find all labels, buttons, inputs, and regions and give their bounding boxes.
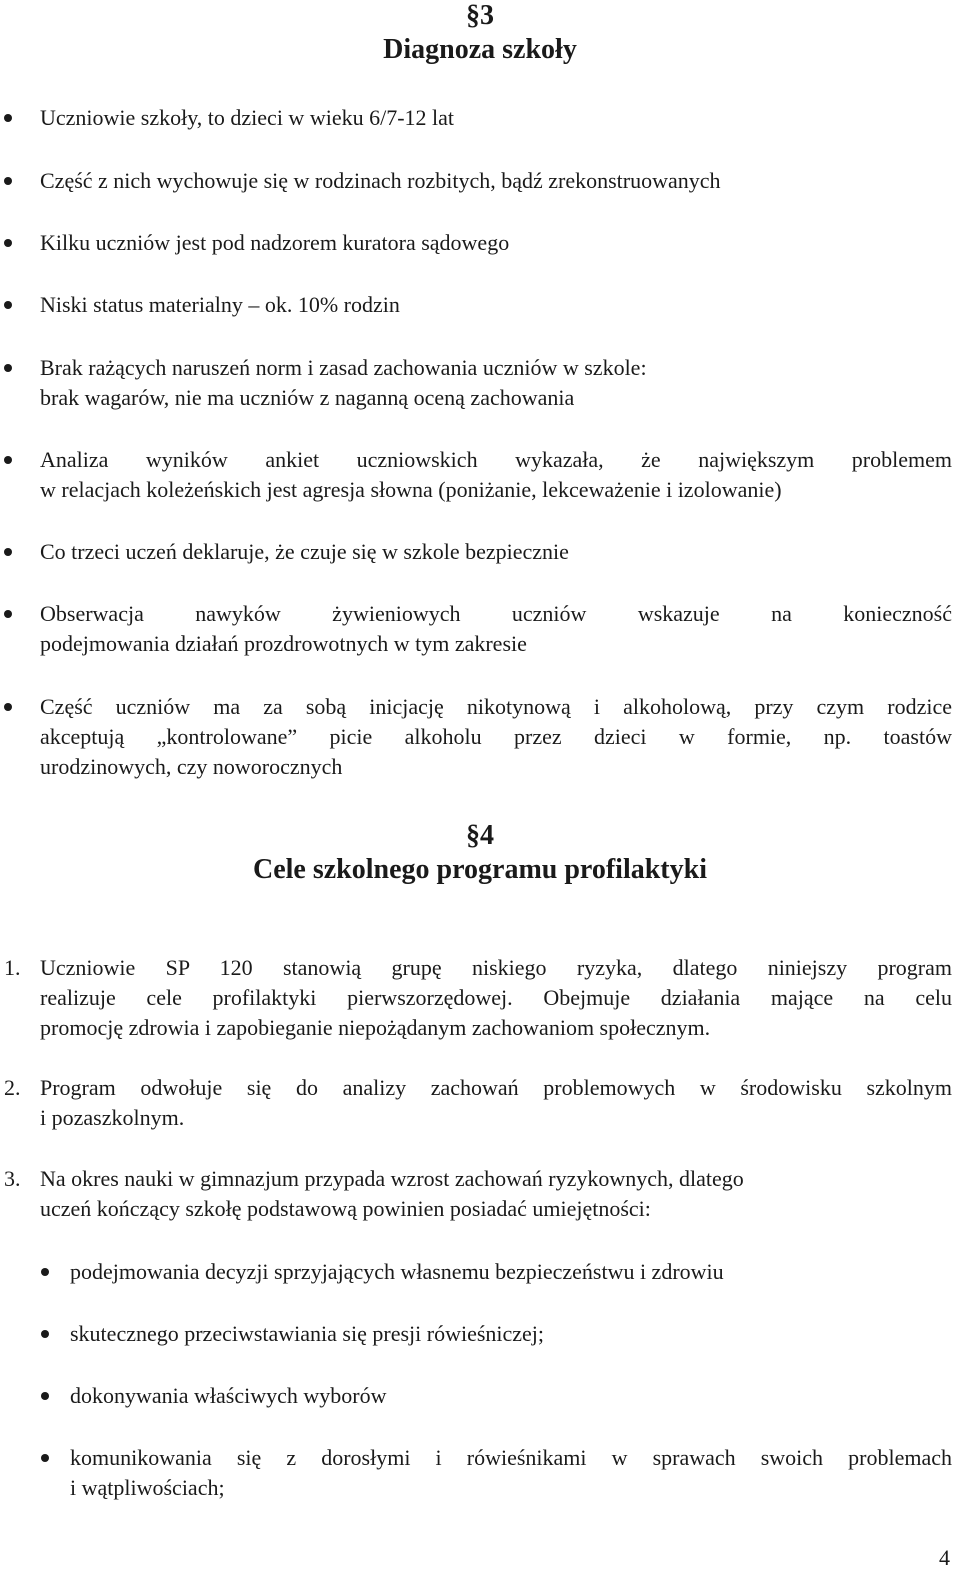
list-item: Niski status materialny – ok. 10% rodzin [40, 292, 400, 317]
bullet-icon [4, 114, 12, 122]
list-item: Brak rażących naruszeń norm i zasad zachowania uczniów w szkole: brak wagarów, nie ma uczniów z naganną oceną zachowania [40, 355, 647, 410]
item-number: 3. [4, 1166, 21, 1191]
bullet-icon [4, 301, 12, 309]
numbered-item: Uczniowie SP 120 stanowią grupę niskiego ryzyka, dlatego niniejszy program realizuje cele profilaktyki pierwszorzędowej. Obejmuje działania mające na celu promocję zdrowia i zapobieganie niepożądanym zachowaniom społecznym. [40, 955, 952, 1040]
page-number: 4 [939, 1545, 950, 1570]
list-item: dokonywania właściwych wyborów [70, 1383, 387, 1408]
bullet-icon [4, 177, 12, 185]
list-item: Co trzeci uczeń deklaruje, że czuje się w szkole bezpiecznie [40, 539, 569, 564]
section-title: Cele szkolnego programu profilaktyki [253, 854, 707, 885]
numbered-item: Program odwołuje się do analizy zachowań problemowych w środowisku szkolnym i pozaszkolnym. [40, 1075, 952, 1130]
item-number: 1. [4, 955, 21, 980]
bullet-icon [41, 1330, 49, 1338]
section-number: §4 [466, 820, 494, 851]
bullet-icon [4, 456, 12, 464]
bullet-icon [4, 703, 12, 711]
bullet-icon [4, 610, 12, 618]
list-item: Obserwacja nawyków żywieniowych uczniów wskazuje na konieczność podejmowania działań prozdrowotnych w tym zakresie [40, 601, 952, 656]
numbered-item: Na okres nauki w gimnazjum przypada wzrost zachowań ryzykownych, dlatego uczeń kończący szkołę podstawową powinien posiadać umiejętności: [40, 1166, 744, 1221]
list-item: Uczniowie szkoły, to dzieci w wieku 6/7-12 lat [40, 105, 455, 130]
list-item: Część z nich wychowuje się w rodzinach rozbitych, bądź zrekonstruowanych [40, 168, 721, 193]
list-item: Część uczniów ma za sobą inicjację nikotynową i alkoholową, przy czym rodzice akceptują „kontrolowane” picie alkoholu przez dzieci w formie, np. toastów urodzinowych, czy noworocznych [40, 694, 952, 779]
bullet-icon [4, 364, 12, 372]
item-number: 2. [4, 1075, 21, 1100]
section-number: §3 [466, 0, 494, 31]
bullet-icon [4, 239, 12, 247]
list-item: Analiza wyników ankiet uczniowskich wykazała, że największym problemem w relacjach koleżeńskich jest agresja słowna (poniżanie, lekceważenie i izolowanie) [40, 447, 952, 502]
list-item: skutecznego przeciwstawiania się presji rówieśniczej; [70, 1321, 545, 1346]
bullet-icon [4, 548, 12, 556]
section-title: Diagnoza szkoły [383, 34, 577, 65]
list-item: komunikowania się z dorosłymi i rówieśnikami w sprawach swoich problemach i wątpliwościach; [70, 1445, 952, 1500]
bullet-icon [41, 1392, 49, 1400]
bullet-icon [41, 1268, 49, 1276]
list-item: Kilku uczniów jest pod nadzorem kuratora sądowego [40, 230, 510, 255]
list-item: podejmowania decyzji sprzyjających własnemu bezpieczeństwu i zdrowiu [70, 1259, 724, 1284]
bullet-icon [41, 1454, 49, 1462]
